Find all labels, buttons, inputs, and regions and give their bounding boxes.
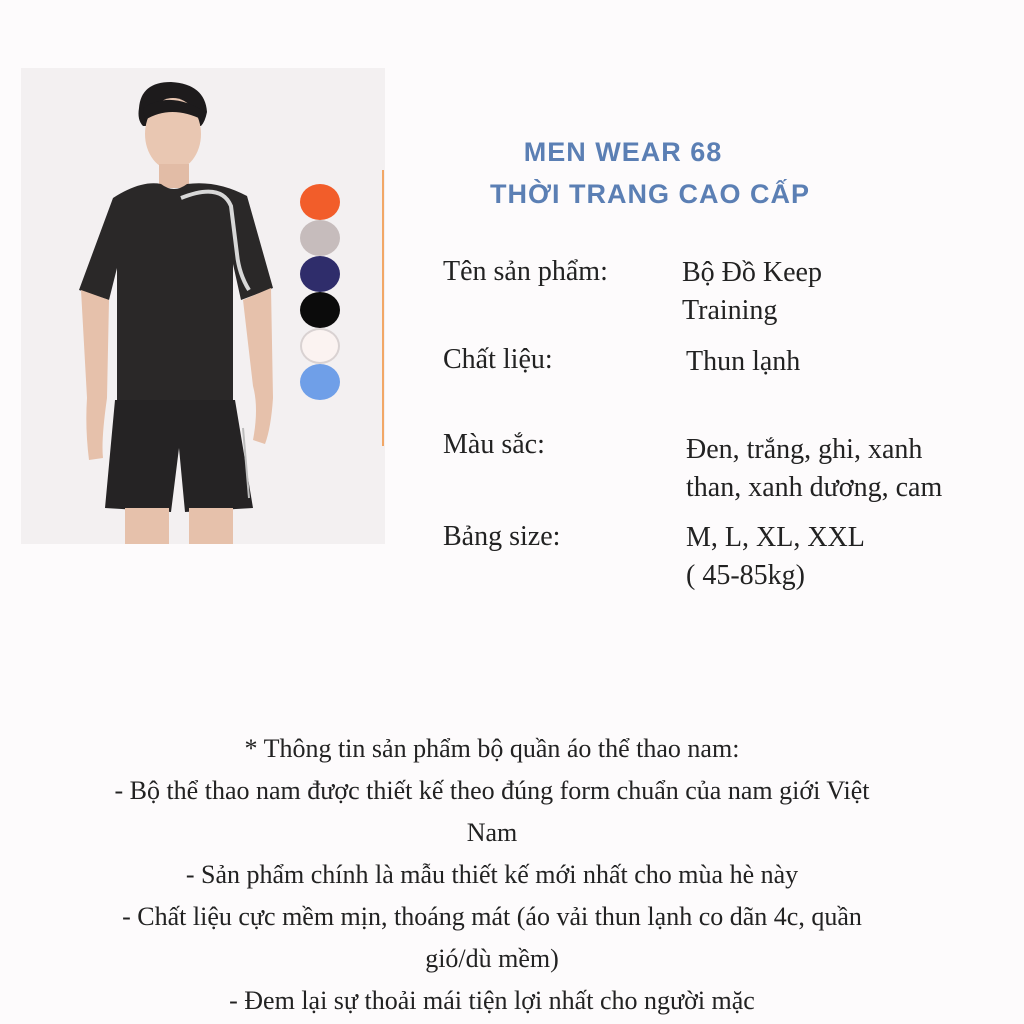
size-line-1: M, L, XL, XXL bbox=[686, 522, 865, 553]
swatch-white bbox=[300, 328, 340, 364]
material-value: Thun lạnh bbox=[686, 346, 801, 377]
material-label: Chất liệu: bbox=[443, 344, 553, 375]
description-line-3b: gió/dù mềm) bbox=[425, 944, 559, 973]
product-name-label: Tên sản phẩm: bbox=[443, 256, 608, 287]
description-line-1: - Bộ thể thao nam được thiết kế theo đúng form chuẩn của nam giới Việt bbox=[114, 776, 870, 805]
colors-line-1: Đen, trắng, ghi, xanh bbox=[686, 434, 923, 465]
description-line-4: - Đem lại sự thoải mái tiện lợi nhất cho người mặc bbox=[229, 986, 755, 1015]
description-title: * Thông tin sản phẩm bộ quần áo thể thao nam: bbox=[244, 734, 740, 763]
brand-tagline: THỜI TRANG CAO CẤP bbox=[489, 179, 811, 209]
product-description bbox=[40, 728, 944, 1022]
product-name-value bbox=[682, 254, 1002, 330]
swatch-navy bbox=[300, 256, 340, 292]
description-line-2: - Sản phẩm chính là mẫu thiết kế mới nhất cho mùa hè này bbox=[185, 860, 799, 889]
size-value bbox=[686, 519, 1006, 595]
swatch-orange bbox=[300, 184, 340, 220]
product-name-line-1: Bộ Đồ Keep bbox=[682, 257, 822, 288]
size-label: Bảng size: bbox=[443, 521, 561, 552]
description-line-3: - Chất liệu cực mềm mịn, thoáng mát (áo vải thun lạnh co dãn 4c, quần bbox=[122, 902, 862, 931]
size-line-2: ( 45-85kg) bbox=[686, 560, 805, 591]
swatch-divider bbox=[382, 170, 384, 446]
description-line-1b: Nam bbox=[466, 818, 518, 847]
colors-value bbox=[686, 431, 1006, 507]
swatch-grey bbox=[300, 220, 340, 256]
brand-heading bbox=[440, 132, 860, 216]
color-swatches bbox=[300, 184, 342, 400]
product-name-line-2: Training bbox=[682, 295, 778, 326]
swatch-black bbox=[300, 292, 340, 328]
colors-line-2: than, xanh dương, cam bbox=[686, 472, 943, 503]
colors-label: Màu sắc: bbox=[443, 429, 545, 460]
brand-name: MEN WEAR 68 bbox=[523, 137, 723, 167]
swatch-blue bbox=[300, 364, 340, 400]
